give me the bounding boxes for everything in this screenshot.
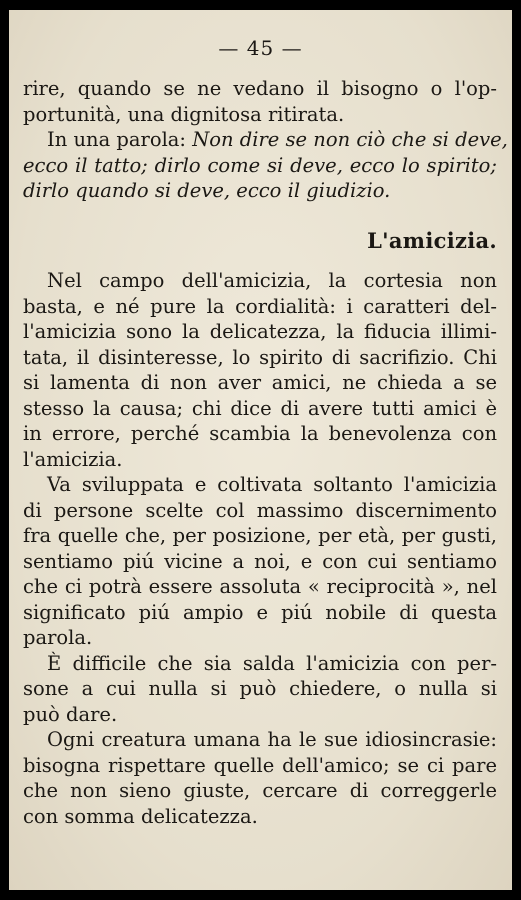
paragraph-4: [23, 727, 497, 829]
summary-intro: In una parola:: [47, 128, 193, 151]
text-line: stesso la causa; chi dice di avere tutti amici è: [23, 396, 497, 420]
paragraph-2: [23, 472, 497, 651]
text-line: Va sviluppata e coltivata soltanto l'amicizia: [47, 473, 497, 496]
summary-line-3: dirlo quando si deve, ecco il giudizio.: [23, 179, 391, 202]
text-line: parola.: [23, 626, 93, 649]
text-line: che ci potrà essere assoluta « reciprocità », nel: [23, 575, 497, 598]
text-line: si lamenta di non aver amici, ne chieda a se: [23, 371, 497, 394]
text-line: basta, e né pure la cordialità: i caratteri del-: [23, 294, 497, 318]
text-line: portunità, una dignitosa ritirata.: [23, 102, 345, 126]
text-line: con somma delicatezza.: [23, 804, 258, 828]
text-line: tata, il disinteresse, lo spirito di sacrifizio. Chi: [23, 345, 497, 369]
section-body: [23, 268, 497, 829]
text-line: È difficile che sia salda l'amicizia con per-: [47, 651, 497, 675]
text-line: Nel campo dell'amicizia, la cortesia non: [47, 269, 497, 292]
text-line: rire, quando se ne vedano il bisogno o l'op-: [23, 77, 497, 100]
text-line: in errore, perché scambia la benevolenza con: [23, 422, 497, 445]
text-line: può dare.: [23, 702, 118, 726]
text-line: significato piú ampio e piú nobile di questa: [23, 600, 497, 624]
text-line: fra quelle che, per posizione, per età, per gusti,: [23, 524, 497, 547]
summary-line-1: [23, 127, 508, 153]
text-line: sone a cui nulla si può chiedere, o nulla si: [23, 677, 497, 700]
text-line: che non sieno giuste, cercare di correggerle: [23, 779, 497, 802]
paragraph-3: [23, 651, 497, 728]
paragraph-1: [23, 268, 497, 472]
summary-line-2: ecco il tatto; dirlo come si deve, ecco lo spirito;: [23, 153, 497, 177]
text-line: sentiamo piú vicine a noi, e con cui sentiamo: [23, 549, 497, 573]
text-line: di persone scelte col massimo discernimento: [23, 498, 497, 522]
text-line: bisogna rispettare quelle dell'amico; se ci pare: [23, 753, 497, 777]
text-line: l'amicizia.: [23, 447, 123, 471]
page-number: — 45 —: [218, 36, 303, 60]
book-page: [9, 10, 512, 890]
continued-paragraph: [23, 76, 508, 204]
text-line: Ogni creatura umana ha le sue idiosincrasie:: [47, 728, 497, 751]
section-heading: L'amicizia.: [367, 228, 497, 253]
text-line: l'amicizia sono la delicatezza, la fiducia illimi-: [23, 320, 497, 343]
summary-italic-1: Non dire se non ciò che si deve,: [192, 128, 508, 151]
